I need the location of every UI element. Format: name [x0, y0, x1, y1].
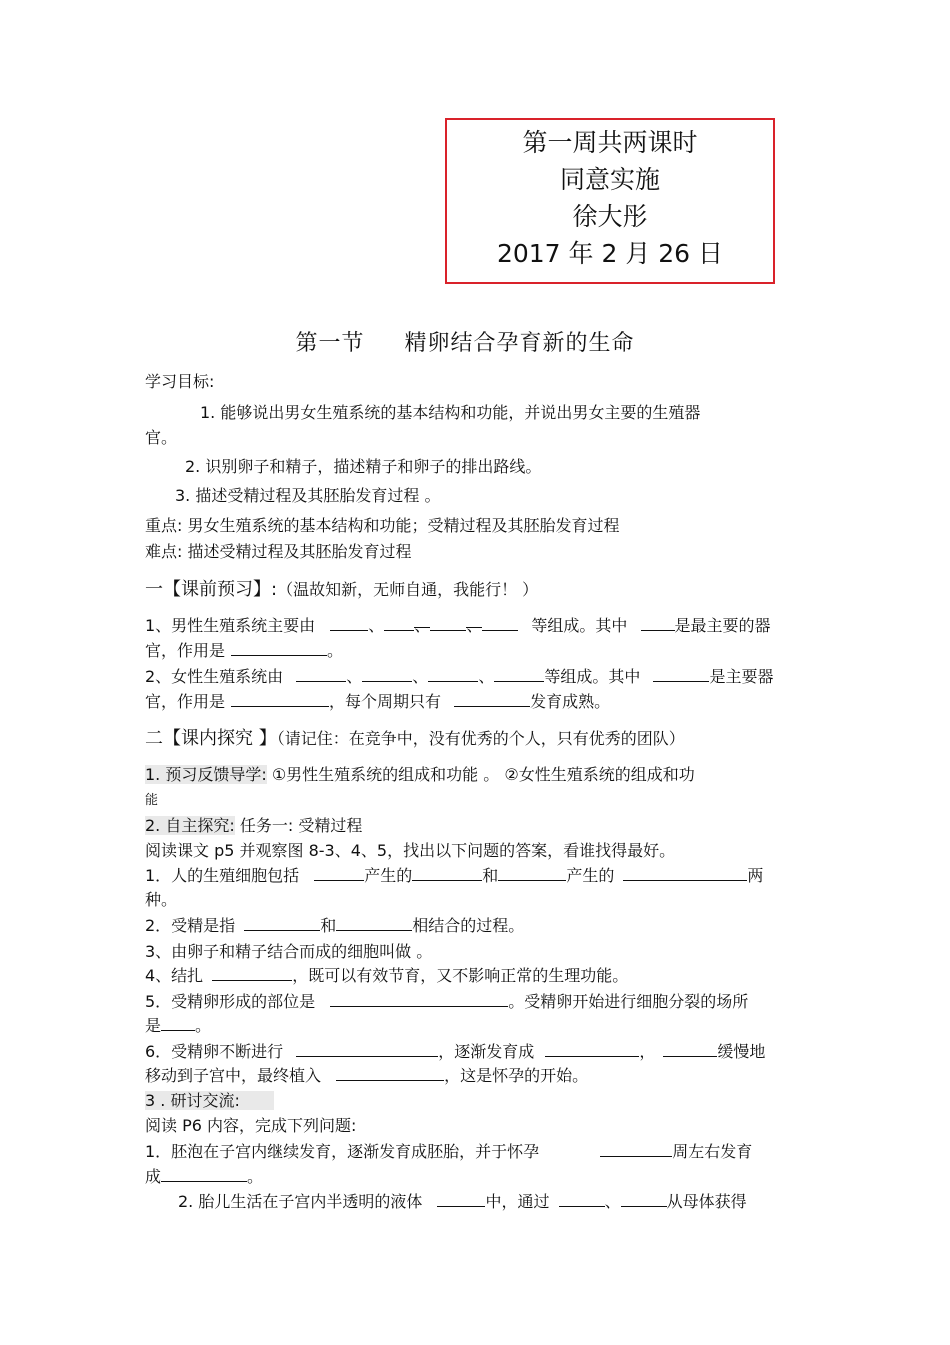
blank[interactable] — [161, 1016, 195, 1031]
blank[interactable] — [330, 992, 508, 1007]
blank[interactable] — [430, 616, 466, 631]
study-q1-text: 产生的 — [364, 866, 413, 885]
blank[interactable] — [314, 866, 364, 881]
preview-q1-line2 — [145, 638, 343, 661]
section2-heading-line — [145, 724, 685, 750]
objective-1-line1: 1. 能够说出男女生殖系统的基本结构和功能，并说出男女主要的生殖器 — [200, 403, 701, 422]
blank[interactable] — [362, 667, 412, 682]
study-q5-line2 — [145, 1013, 211, 1036]
blank[interactable] — [244, 916, 320, 931]
blank[interactable] — [545, 1042, 639, 1057]
blank[interactable] — [653, 667, 709, 682]
blank[interactable] — [623, 866, 747, 881]
preview-q2-text: 发育成熟。 — [530, 692, 611, 711]
feedback-tail: 能 — [145, 793, 159, 808]
study-q2-text: 相结合的过程。 — [412, 916, 525, 935]
preview-q2-line2 — [145, 689, 610, 712]
blank[interactable] — [384, 616, 414, 631]
study-q6-line2 — [145, 1063, 588, 1086]
blank[interactable] — [336, 916, 412, 931]
separator: 、 — [478, 667, 495, 686]
preview-q2-text: ，每个周期只有 — [329, 692, 442, 711]
study-q6-line1 — [145, 1039, 765, 1062]
feedback-text: ①男性生殖系统的组成和功能 。 ②女性生殖系统的组成和功 — [266, 765, 695, 784]
objective-3: 3. 描述受精过程及其胚胎发育过程 。 — [175, 486, 441, 505]
study-q5-text: 。受精卵开始进行细胞分裂的场所 — [508, 992, 749, 1011]
study-q1-line1 — [145, 863, 763, 886]
separator: 、 — [412, 667, 429, 686]
discuss-q1-text: 周左右发育 — [672, 1142, 753, 1161]
preview-q2-text: 官，作用是 — [145, 692, 226, 711]
study-q2 — [145, 913, 524, 936]
study-q6-text: ，逐渐发育成 — [438, 1042, 535, 1061]
study-q4-text: 4、结扎 — [145, 966, 204, 985]
blank[interactable] — [296, 667, 346, 682]
self-study-label: 2. 自主探究: — [145, 816, 235, 835]
title-section-number: 第一节 — [295, 331, 365, 356]
section1-heading: 一【课前预习】: — [145, 579, 278, 600]
blank[interactable] — [330, 616, 368, 631]
discuss-q2-text: 从母体获得 — [666, 1192, 747, 1211]
study-q6-text: 移动到子宫中，最终植入 — [145, 1066, 322, 1085]
blank[interactable] — [600, 1142, 672, 1157]
study-q6-text: 缓慢地 — [717, 1042, 766, 1061]
study-q5-text: 5．受精卵形成的部位是 — [145, 992, 316, 1011]
study-q2-text: 和 — [320, 916, 337, 935]
stamp-line-date: 2017 年 2 月 26 日 — [496, 239, 724, 268]
preview-q1-text: 。 — [327, 641, 344, 660]
discuss-q2-text: 中，通过 — [485, 1192, 550, 1211]
discuss-q1-text: 成 — [145, 1167, 162, 1186]
blank[interactable] — [559, 1192, 605, 1207]
preview-q2-text: 是主要器 — [709, 667, 774, 686]
stamp-line-name: 徐大彤 — [572, 202, 648, 231]
study-q1-text: 1．人的生殖细胞包括 — [145, 866, 300, 885]
feedback-label: 1. 预习反馈导学: — [145, 765, 267, 784]
separator: 、 — [346, 667, 363, 686]
blank[interactable] — [621, 1192, 667, 1207]
study-q4 — [145, 963, 628, 986]
blank[interactable] — [437, 1192, 485, 1207]
blank[interactable] — [231, 641, 327, 656]
blank[interactable] — [412, 866, 482, 881]
study-q5-text: 是 — [145, 1016, 162, 1035]
blank[interactable] — [641, 616, 675, 631]
blank[interactable] — [428, 667, 478, 682]
preview-q1-text: 等组成。其中 — [531, 616, 628, 635]
section1-motto: （温故知新，无师自通，我能行！ ） — [277, 580, 539, 599]
blank[interactable] — [454, 692, 530, 707]
discussion-label: 3 . 研讨交流: — [145, 1091, 274, 1110]
blank[interactable] — [663, 1042, 717, 1057]
preview-q1-line1 — [145, 613, 771, 636]
study-q6-text: ，这是怀孕的开始。 — [444, 1066, 589, 1085]
study-q1-text: 和 — [482, 866, 499, 885]
section1-heading-line — [145, 575, 538, 601]
study-q6-text: ， — [639, 1042, 656, 1061]
blank[interactable] — [212, 966, 292, 981]
blank[interactable] — [494, 667, 544, 682]
study-q2-text: 2．受精是指 — [145, 916, 236, 935]
reading-instruction: 阅读课文 p5 并观察图 8-3、4、5，找出以下问题的答案，看谁找得最好。 — [145, 841, 676, 860]
study-q3: 3、由卵子和精子结合而成的细胞叫做 。 — [145, 942, 433, 961]
study-q4-text: ，既可以有效节育，又不影响正常的生理功能。 — [292, 966, 629, 985]
study-q1-text: 产生的 — [566, 866, 615, 885]
discuss-q1-text: 。 — [247, 1167, 264, 1186]
self-study-task: 任务一: 受精过程 — [234, 816, 363, 835]
study-q5-line1 — [145, 989, 748, 1012]
preview-q2-text: 等组成。其中 — [544, 667, 641, 686]
section2-motto: （请记住：在竞争中，没有优秀的个人，只有优秀的团队） — [276, 729, 685, 748]
study-q1-text: 两 — [747, 866, 764, 885]
stamp-line-periods: 第一周共两课时 — [522, 128, 698, 157]
objective-1-line2: 官。 — [145, 428, 178, 447]
discuss-q1-line1 — [145, 1139, 752, 1162]
objective-2: 2. 识别卵子和精子，描述精子和卵子的排出路线。 — [185, 457, 542, 476]
blank[interactable] — [336, 1066, 444, 1081]
blank[interactable] — [296, 1042, 438, 1057]
separator-underlined: 、 — [414, 613, 430, 628]
study-q5-text: 。 — [195, 1016, 212, 1035]
preview-q1-text: 是最主要的器 — [674, 616, 771, 635]
preview-q2-text: 2、女性生殖系统由 — [145, 667, 284, 686]
separator: 、 — [368, 616, 385, 635]
discuss-q2-text: 2. 胎儿生活在子宫内半透明的液体 — [178, 1192, 423, 1211]
reading-instruction-2: 阅读 P6 内容，完成下列问题: — [145, 1116, 357, 1135]
discussion-line — [145, 1088, 274, 1111]
preview-q2-line1 — [145, 664, 773, 687]
stamp-line-approval: 同意实施 — [559, 165, 660, 194]
discuss-q1-line2 — [145, 1164, 263, 1187]
feedback-line — [145, 762, 695, 785]
page-title — [0, 326, 930, 357]
difficult-point: 难点: 描述受精过程及其胚胎发育过程 — [145, 542, 412, 561]
self-study-line — [145, 813, 362, 836]
study-q1-line2: 种。 — [145, 890, 178, 909]
key-point: 重点: 男女生殖系统的基本结构和功能；受精过程及其胚胎发育过程 — [145, 516, 620, 535]
separator: 、 — [604, 1192, 621, 1211]
section2-heading: 二【课内探究 】 — [145, 728, 277, 749]
objectives-label: 学习目标: — [145, 372, 215, 391]
approval-stamp-box — [445, 118, 775, 284]
discuss-q2-line1 — [178, 1189, 747, 1212]
title-section-name: 精卵结合孕育新的生命 — [404, 331, 635, 356]
discuss-q1-text: 1．胚泡在子宫内继续发育，逐渐发育成胚胎，并于怀孕 — [145, 1142, 540, 1161]
separator-underlined: 、 — [466, 613, 482, 628]
blank[interactable] — [482, 616, 518, 631]
blank[interactable] — [498, 866, 566, 881]
preview-q1-text: 官，作用是 — [145, 641, 226, 660]
blank[interactable] — [231, 692, 329, 707]
study-q6-text: 6．受精卵不断进行 — [145, 1042, 284, 1061]
blank[interactable] — [161, 1167, 247, 1182]
preview-q1-text: 1、男性生殖系统主要由 — [145, 616, 316, 635]
